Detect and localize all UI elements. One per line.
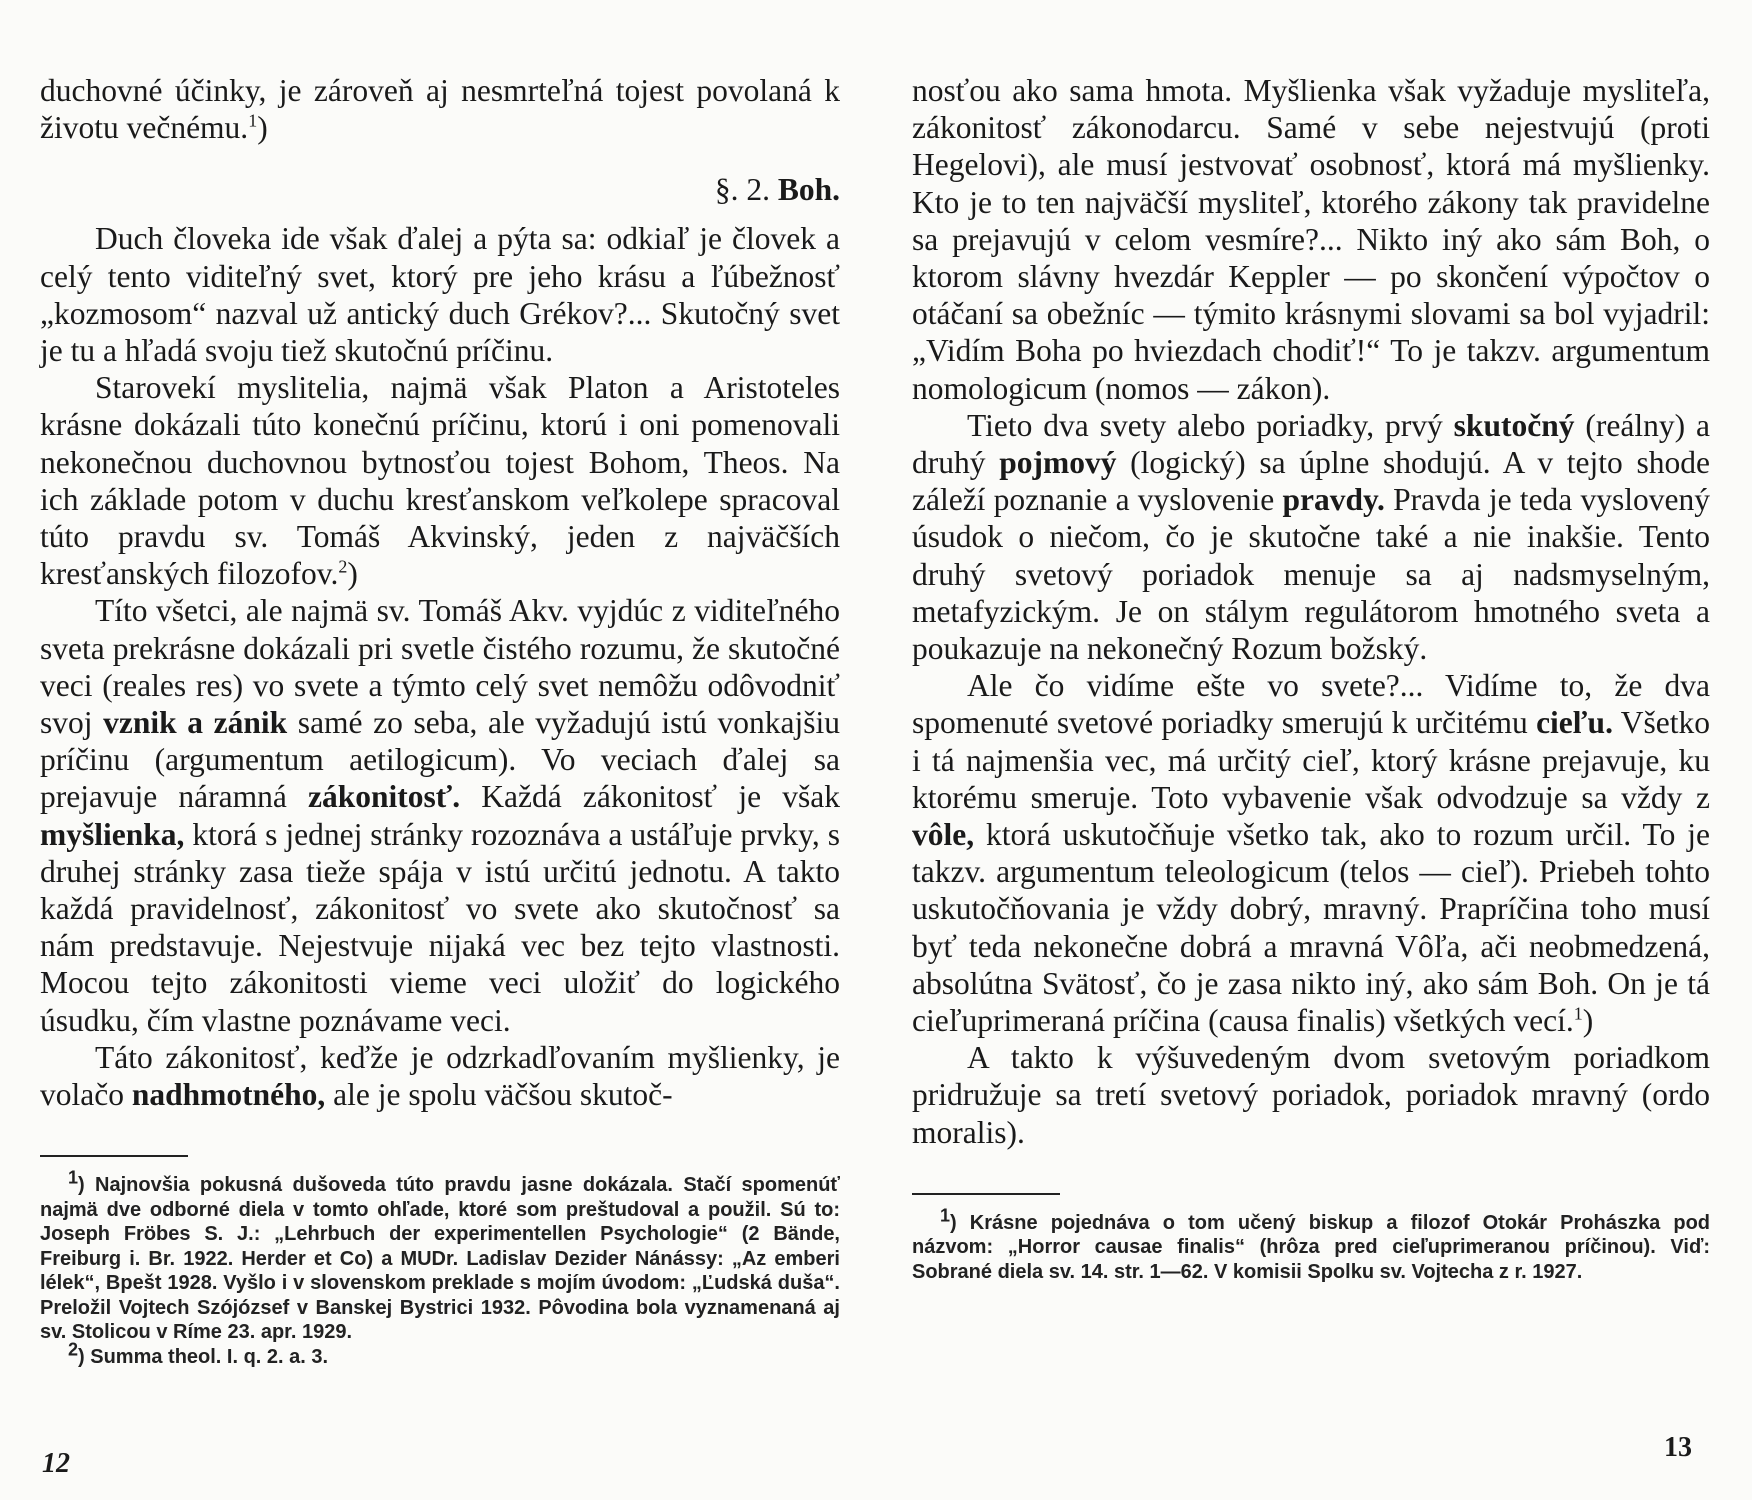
paragraph bbox=[912, 72, 1710, 407]
footnote bbox=[912, 1205, 1710, 1285]
emphasis-text: cieľu. bbox=[1536, 705, 1613, 741]
footnote-text: ) Najnovšia pokusná dušoveda túto pravdu jasne dokázala. Stačí spomenúť najmä dve odborné diela v tomto ohľade, ktoré som preštudoval a použil. Sú to: Joseph Fröbes S. J.: „Lehrbuch der experimentellen Psychologie“ (2 Bände, Freiburg i. Br. 1922. Herder et Co) a MUDr. Ladislav Dezider Nánássy: „Az emberi lélek“, Bpešt 1928. Vyšlo i v slovenskom preklade s mojím úvodom: „Ľudská duša“. Preložil Vojtech Szójózsef v Banskej Bystrici 1932. Pôvodina bola vyznamenaná aj sv. Stolicou v Ríme 23. apr. 1929. bbox=[40, 1174, 840, 1344]
right-page bbox=[876, 0, 1752, 1500]
paragraph bbox=[912, 1039, 1710, 1151]
footnote-reference: 1 bbox=[1573, 1003, 1583, 1024]
text-run: ) bbox=[347, 556, 358, 592]
text-run: Táto zákonitosť, keďže je odzrkadľovaním myšlienky, je volačo bbox=[40, 1039, 840, 1113]
emphasis-text: pravdy. bbox=[1282, 482, 1385, 518]
footnote-text: ) Summa theol. I. q. 2. a. 3. bbox=[78, 1345, 329, 1368]
text-run: Títo všetci, ale najmä sv. Tomáš Akv. vyjdúc z viditeľného sveta prekrásne dokázali pri svetle čistého rozumu, že skutočné veci (reales res) vo svete a týmto celý svet nemôžu odôvodniť svoj bbox=[40, 593, 840, 741]
text-run: (logický) sa úplne shodujú. A v tejto shode záleží poznanie a vyslovenie bbox=[912, 445, 1710, 518]
text-run: ) bbox=[1582, 1003, 1594, 1039]
text-run: Všetko i tá najmenšia vec, má určitý cieľ, ktorý krásne prejavuje, ku ktorému smeruje. Toto vybavenie však odvodzuje sa vždy z bbox=[912, 705, 1710, 815]
text-run: ) bbox=[257, 110, 268, 146]
paragraph bbox=[40, 72, 840, 146]
emphasis-text: zákonitosť. bbox=[308, 779, 461, 815]
footnote-divider bbox=[912, 1193, 1060, 1195]
footnote-mark: 1 bbox=[940, 1205, 951, 1226]
emphasis-text: myšlienka, bbox=[40, 816, 185, 852]
paragraph bbox=[40, 220, 840, 369]
left-text-column bbox=[40, 72, 840, 1369]
text-run: Tieto dva svety alebo poriadky, prvý bbox=[967, 407, 1454, 443]
footnote-text: ) Krásne pojednáva o tom učený biskup a filozof Otokár Prohászka pod názvom: „Horror causae finalis“ (hrôza pred cieľuprimeranou príčinou). Viď: Sobrané diela sv. 14. str. 1—62. V komisii Spolku sv. Vojtecha z r. 1927. bbox=[912, 1211, 1710, 1283]
footnote bbox=[40, 1339, 840, 1370]
footnote-mark: 1 bbox=[68, 1167, 79, 1188]
footnote bbox=[40, 1167, 840, 1345]
section-number: §. 2. bbox=[714, 172, 778, 208]
right-text-column bbox=[912, 72, 1710, 1284]
text-run: samé zo seba, ale vyžadujú istú vonkajšiu príčinu (argumentum aetilogicum). Vo veciach ďalej sa prejavuje náramná bbox=[40, 705, 841, 815]
text-run: nosťou ako sama hmota. Myšlienka však vyžaduje mysliteľa, zákonitosť zákonodarcu. Samé v sebe nejestvujú (proti Hegelovi), ale musí jestvovať osobnosť, ktorá má myšlienky. Kto je to ten najväčší mysliteľ, ktorého zákony tak pravidelne sa prejavujú v celom vesmíre?... Nikto iný ako sám Boh, o ktorom slávny hvezdár Keppler — po skončení výpočtov o otáčaní sa obežníc — týmito krásnymi slovami sa bol vyjadril: „Vidím Boha po hviezdach chodiť!“ To je takzv. argumentum nomologicum (nomos — zákon). bbox=[912, 73, 1710, 406]
paragraph bbox=[912, 667, 1710, 1039]
text-run: ale je spolu väčšou skutoč- bbox=[325, 1077, 673, 1113]
footnote-divider bbox=[40, 1155, 188, 1157]
emphasis-text: vôle, bbox=[912, 817, 975, 853]
paragraph bbox=[40, 1039, 840, 1113]
text-run: A takto k výšuvedeným dvom svetovým poriadkom pridružuje sa tretí svetový poriadok, poriadok mravný (ordo moralis). bbox=[912, 1040, 1710, 1150]
text-run: ktorá uskutočňuje všetko tak, ako to rozum určil. To je takzv. argumentum teleologicum (telos — cieľ). Priebeh tohto uskutočňovania je vždy dobrý, mravný. Prapríčina toho musí byť teda nekonečne dobrá a mravná Vôľa, ači neobmedzená, absolútna Svätosť, čo je zasa nikto iný, ako sám Boh. On je tá cieľuprimeraná príčina (causa finalis) všetkých vecí. bbox=[912, 817, 1710, 1039]
footnote-reference: 2 bbox=[338, 556, 348, 577]
text-run: duchovné účinky, je zároveň aj nesmrteľná tojest povolaná k životu večnému. bbox=[40, 73, 840, 146]
paragraph bbox=[40, 369, 840, 592]
emphasis-text: pojmový bbox=[999, 445, 1117, 481]
text-run: Duch človeka ide však ďalej a pýta sa: odkiaľ je človek a celý tento viditeľný svet, ktorý pre jeho krásu a ľúbežnosť „kozmosom“ nazval už antický duch Grékov?... Skutočný svet je tu a hľadá svoju tiež skutočnú príčinu. bbox=[40, 221, 840, 369]
footnote-reference: 1 bbox=[248, 110, 258, 131]
text-run: (reálny) a druhý bbox=[912, 407, 1710, 481]
paragraph bbox=[912, 407, 1710, 667]
emphasis-text: vznik a zánik bbox=[103, 705, 288, 741]
footnote-mark: 2 bbox=[68, 1339, 79, 1360]
text-run: Pravda je teda vyslovený úsudok o niečom, čo je skutočne také a nie inakšie. Tento druhý svetový poriadok menuje sa aj nadsmyselným, metafyzickým. Je on stálym regulátorom hmotného sveta a poukazuje na nekonečný Rozum božský. bbox=[912, 482, 1710, 667]
page-number: 13 bbox=[1664, 1432, 1692, 1463]
emphasis-text: nadhmotného, bbox=[131, 1077, 326, 1113]
page-number: 12 bbox=[42, 1448, 70, 1479]
text-run: Starovekí myslitelia, najmä však Platon a Aristoteles krásne dokázali túto konečnú príčinu, ktorú i oni pomenovali nekonečnou duchovnou bytnosťou tojest Bohom, Theos. Na ich základe potom v duchu kresťanskom veľkolepe spracoval túto pravdu sv. Tomáš Akvinský, jeden z najväčších kresťanských filozofov. bbox=[40, 370, 840, 592]
paragraph bbox=[40, 592, 840, 1038]
text-run: Každá zákonitosť je však bbox=[460, 779, 840, 815]
emphasis-text: skutočný bbox=[1453, 407, 1575, 443]
section-title: Boh. bbox=[777, 172, 840, 208]
text-run: Ale čo vidíme ešte vo svete?... Vidíme to, že dva spomenuté svetové poriadky smerujú k určitému bbox=[912, 668, 1710, 741]
section-heading bbox=[40, 171, 840, 208]
text-run: ktorá s jednej stránky rozoznáva a ustáľuje prvky, s druhej stránky zasa tiežе spája v istú určitú jednotu. A takto každá pravidelnosť, zákonitosť vo svete ako skutočnosť sa nám predstavuje. Nejestvuje nijaká vec bez tejto vlastnosti. Mocou tejto zákonitosti vieme veci uložiť do logického úsudku, čím vlastne poznávame veci. bbox=[40, 816, 840, 1038]
